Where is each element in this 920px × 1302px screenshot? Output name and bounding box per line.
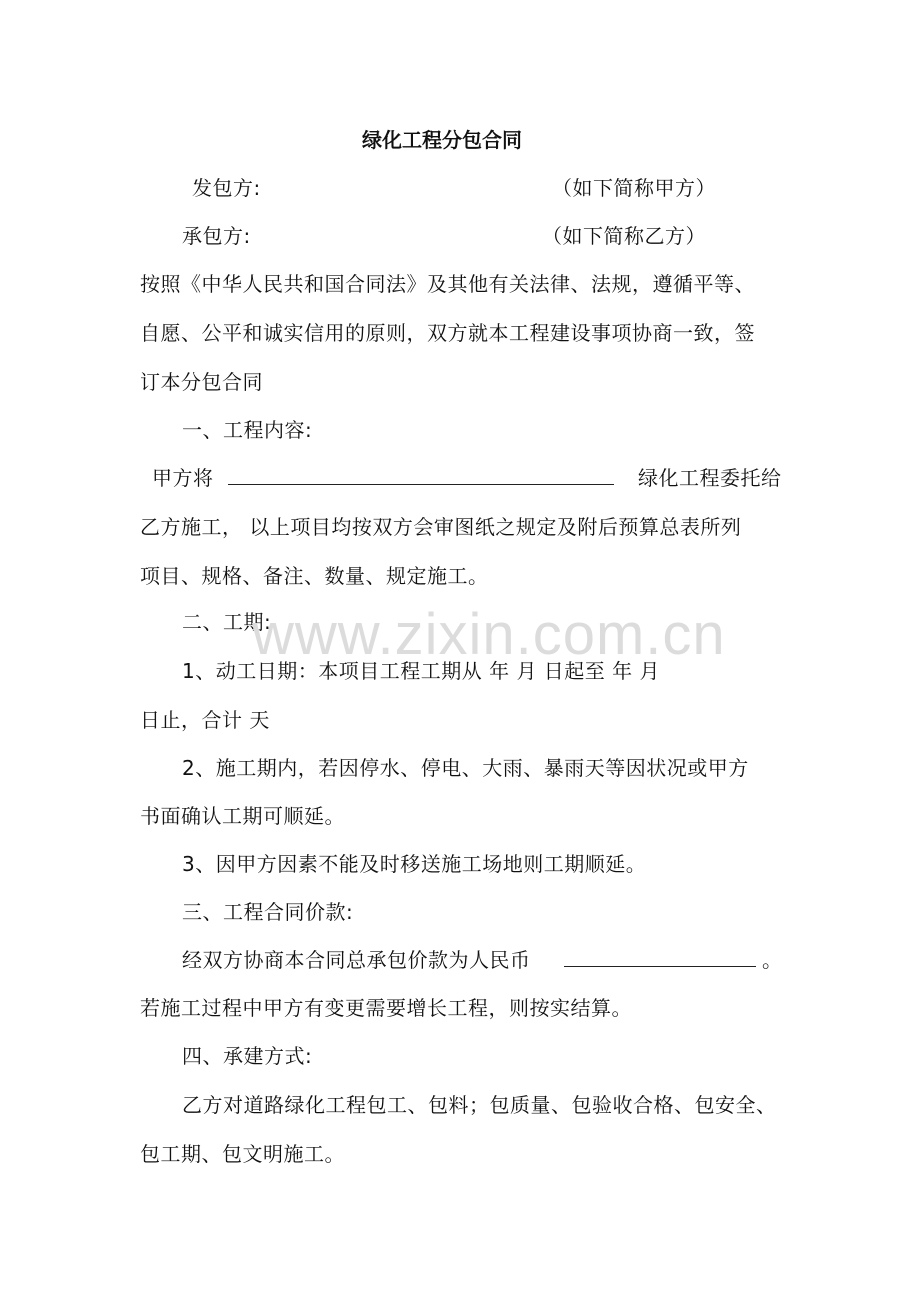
- section-2-item-2-line-1: 2、施工期内，若因停水、停电、大雨、暴雨天等因状况或甲方: [182, 756, 749, 780]
- employer-label: 发包方:: [192, 176, 261, 200]
- section-4-heading: 四、承建方式:: [182, 1044, 313, 1068]
- section-1-line-1-suffix: 绿化工程委托给: [638, 466, 782, 490]
- document-title: 绿化工程分包合同: [362, 128, 522, 152]
- section-2-item-1-line-1: 1、动工日期：本项目工程工期从 年 月 日起至 年 月: [182, 659, 661, 683]
- section-1-line-1-prefix: 甲方将: [152, 466, 214, 490]
- section-2-item-3: 3、因甲方因素不能及时移送施工场地则工期顺延。: [182, 852, 647, 876]
- section-3-line-1-prefix: 经双方协商本合同总承包价款为人民币: [182, 948, 531, 972]
- watermark: www.zixin.com.cn: [252, 602, 726, 667]
- section-4-line-1: 乙方对道路绿化工程包工、包料；包质量、包验收合格、包安全、: [182, 1093, 777, 1117]
- section-2-heading: 二、工期:: [182, 610, 272, 634]
- section-4-line-2: 包工期、包文明施工。: [140, 1142, 345, 1166]
- section-2-item-1-line-2: 日止，合计 天: [140, 708, 270, 732]
- section-3-heading: 三、工程合同价款:: [182, 900, 354, 924]
- section-1-line-2: 乙方施工， 以上项目均按双方会审图纸之规定及附后预算总表所列: [140, 515, 742, 539]
- section-2-item-2-line-2: 书面确认工期可顺延。: [140, 804, 345, 828]
- contractor-label: 承包方:: [182, 224, 251, 248]
- contract-price-blank[interactable]: [564, 944, 756, 967]
- section-1-line-1: [152, 464, 214, 492]
- section-3-line-1-suffix: 。: [762, 948, 783, 972]
- section-3-line-2: 若施工过程中甲方有变更需要增长工程，则按实结算。: [140, 996, 632, 1020]
- section-1-line-3: 项目、规格、备注、数量、规定施工。: [140, 564, 489, 588]
- section-1-heading: 一、工程内容:: [182, 418, 313, 442]
- preamble-line-3: 订本分包合同: [140, 370, 263, 394]
- preamble-line-1: 按照《中华人民共和国合同法》及其他有关法律、法规，遵循平等、: [140, 272, 755, 296]
- employer-note: （如下简称甲方）: [552, 176, 716, 200]
- project-name-blank[interactable]: [228, 462, 614, 485]
- contractor-note: （如下简称乙方）: [542, 224, 706, 248]
- preamble-line-2: 自愿、公平和诚实信用的原则，双方就本工程建设事项协商一致，签: [140, 321, 755, 345]
